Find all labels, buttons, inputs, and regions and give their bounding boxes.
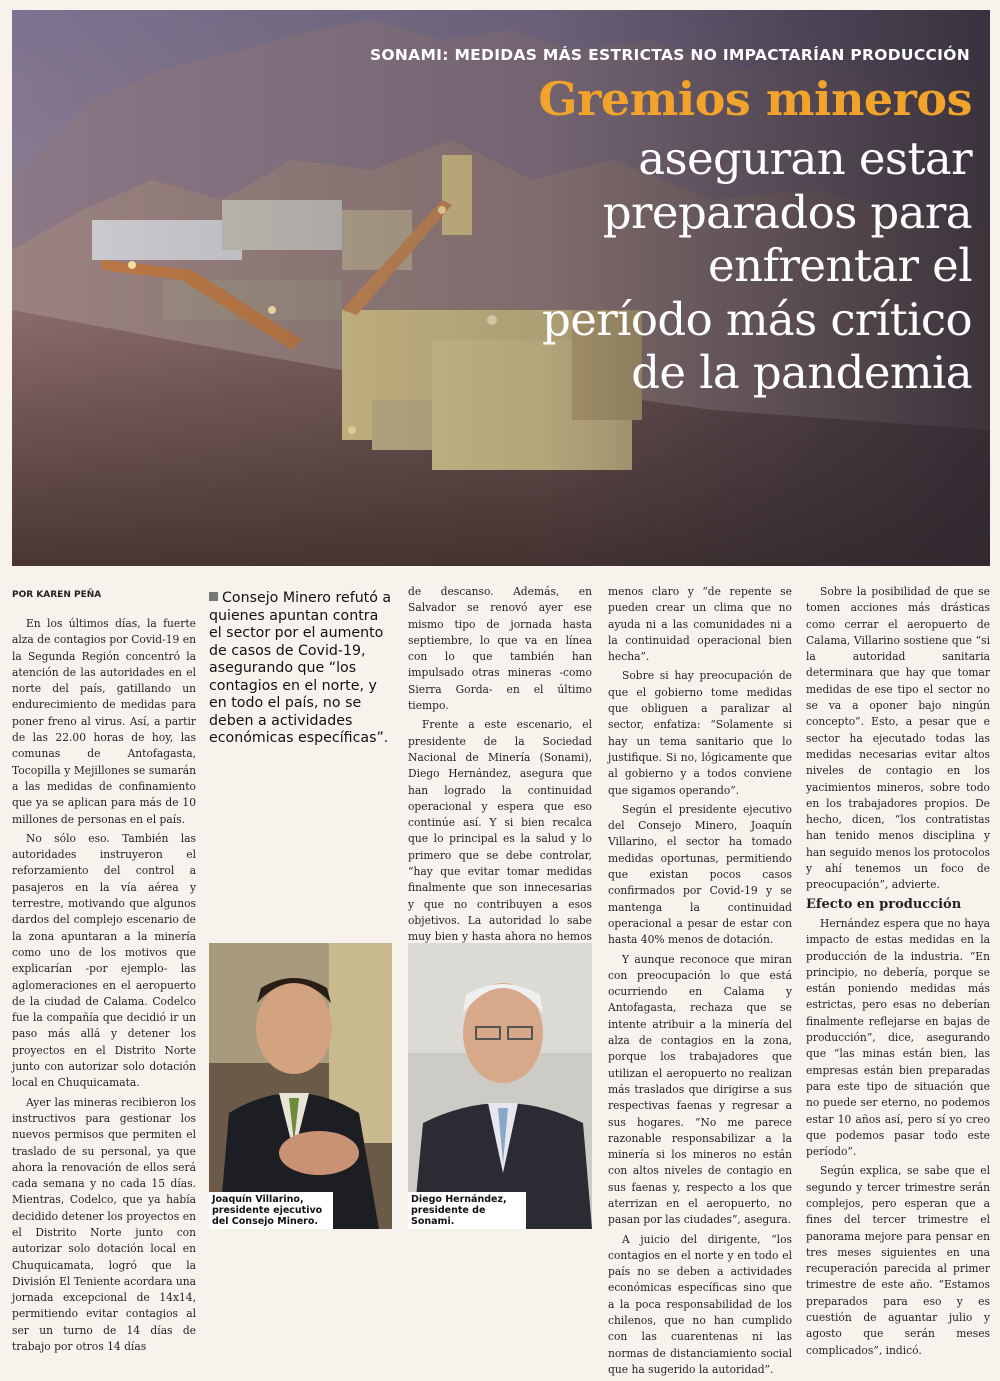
paragraph: menos claro y “de repente se pueden crear un clima que no ayuda ni a las comunidades ni a la continuidad operacional bien hecha”. xyxy=(608,585,792,664)
headline xyxy=(452,132,972,400)
headline-line: preparados para xyxy=(602,185,972,239)
headline-line: período más crítico xyxy=(541,292,972,346)
lead-text: Consejo Minero refutó a quienes apuntan contra el sector por el aumento de casos de Covid-19, asegurando que “los contagios en el norte, y en todo el país, no se deben a actividades económicas específicas”. xyxy=(209,590,392,746)
paragraph: En los últimos días, la fuerte alza de contagios por Covid-19 en la Segunda Región concentró la atención de las autoridades en el norte del país, gatillando un endurecimiento de medidas para poner freno al virus. Así, a partir de las 22.00 horas de hoy, las comunas de Antofagasta, Tocopilla y Mejillones se sumarán a las medidas de confinamiento que ya se aplican para más de 10 millones de personas en el país. xyxy=(12,617,196,826)
paragraph: No sólo eso. También las autoridades instruyeron el reforzamiento del control a pasajeros en la vía aérea y terrestre, motivando que algunos dardos del complejo escenario de la zona apuntaran a la minería como uno de los motivos que explicarían -por ejemplo- las aglomeraciones en el aeropuerto de la ciudad de Calama. Codelco fue la compañía que decidió ir un paso más allá y detener los proyectos en el Distrito Norte junto con autorizar solo dotación local en Chuquicamata. xyxy=(12,831,196,1090)
kicker: SONAMI: MEDIDAS MÁS ESTRICTAS NO IMPACTARÍAN PRODUCCIÓN xyxy=(369,46,970,64)
paragraph: Sobre la posibilidad de que se tomen acciones más drásticas como cerrar el aeropuerto de Calama, Villarino sostiene que “si la autoridad sanitaria determinara que hay que tomar medidas de ese tipo el sector no se va a oponer bajo ningún concepto”. Esto, a pesar que e sector ha ejecutado todas las medidas necesarias evitar altos niveles de contagio en los yacimientos mineros, sobre todo en los trabajadores propios. De hecho, dicen, “los contratistas han tenido menos disciplina y han seguido menos los protocolos y ahí tenemos un foco de preocupación”, advierte. xyxy=(806,585,990,892)
portrait-image xyxy=(209,943,392,1229)
paragraph: de descanso. Además, en Salvador se renovó ayer ese mismo tipo de jornada hasta septiembre, lo que va en línea con lo que también han impulsado otras mineras -como Sierra Gorda- en el último tiempo. xyxy=(408,585,592,713)
section-subhead: Efecto en producción xyxy=(806,896,962,912)
photo-hernandez xyxy=(408,943,592,1229)
paragraph: Frente a este escenario, el presidente de la Sociedad Nacional de Minería (Sonami), Diego Hernández, asegura que han logrado la continuidad operacional y espera que eso continúe así. Y si bien recalca que lo principal es la salud y lo primero que se debe controlar, “hay que evitar tomar medidas finalmente que son innecesarias y que no contribuyen a esos objetivos. La autoridad lo sabe muy bien y hasta ahora no hemos xyxy=(408,718,592,944)
article-column-4 xyxy=(608,584,792,1381)
headline-accent: Gremios mineros xyxy=(538,72,972,126)
photo-villarino xyxy=(209,943,392,1229)
portrait-image xyxy=(408,943,592,1229)
paragraph: Según el presidente ejecutivo del Consejo Minero, Joaquín Villarino, el sector ha tomado medidas oportunas, permitiendo que existan pocos casos confirmados por Covid-19 y se mantenga la continuidad operacional a pesar de estar con hasta 40% menos de dotación. xyxy=(608,802,792,947)
paragraph: Ayer las mineras recibieron los instructivos para gestionar los nuevos permisos que permiten el traslado de su personal, ya que ahora la renovación de ellos será cada semana y no cada 15 días. Mientras, Codelco, que ya había decidido detener los proyectos en el Distrito Norte junto con autorizar solo dotación local en Chuquicamata, logró que la División El Teniente acordara una jornada excepcional de 14x14, permitiendo evitar contagios al ser un turno de 14 días de trabajo por otros 14 días xyxy=(12,1095,196,1354)
headline-line: de la pandemia xyxy=(631,346,972,399)
square-bullet-icon xyxy=(209,592,218,601)
byline: POR KAREN PEÑA xyxy=(12,590,102,600)
paragraph: Y aunque reconoce que miran con preocupación lo que está ocurriendo en Calama y Antofagasta, rechaza que se intente atribuir a la minería del alza de contagios en la zona, porque los trabajadores que utilizan el aeropuerto no realizan más traslados que dirigirse a sus respectivas faenas y regresar a sus hogares. “No me parece razonable responsabilizar a la minería si los mineros no están con altos niveles de contagio en sus faenas y, respecto a los que aterrizan en el aeropuerto, no pasan por las ciudades”, asegura. xyxy=(608,952,792,1227)
paragraph: Según explica, se sabe que el segundo y tercer trimestre serán complejos, pero esperan que a fines del tercer trimestre el panorama mejore para pensar en tres meses siguientes en una recuperación parecida al primer trimestre de este año. “Estamos preparados para eso y es cuestión de aguantar julio y agosto que serán meses complicados”, indicó. xyxy=(806,1164,990,1357)
photo-caption: Diego Hernández, presidente de Sonami. xyxy=(408,1192,526,1229)
article-column-1 xyxy=(12,616,196,1358)
paragraph: Hernández espera que no haya impacto de estas medidas en la producción de la industria. “En principio, no debería, porque se están poniendo medidas más estrictas, pero esas no deberían finalmente reflejarse en bajas de producción”, dice, asegurando que “las minas están bien, las empresas están bien preparadas para este tipo de situación que no puede ser eterno, no podemos estar 10 años así, pero sí yo creo que podemos pasar todo este período”. xyxy=(806,916,990,1159)
paragraph: Sobre si hay preocupación de que el gobierno tome medidas que obliguen a paralizar al sector, enfatiza: “Solamente si hay un tema sanitario que lo justifique. Si no, lógicamente que al gobierno y a todos conviene que sigamos operando”. xyxy=(608,669,792,797)
photo-caption: Joaquín Villarino, presidente ejecutivo del Consejo Minero. xyxy=(209,1192,333,1229)
headline-line: aseguran estar xyxy=(638,132,972,185)
paragraph: A juicio del dirigente, “los contagios en el norte y en todo el país no se deben a actividades económicas específicas sino que a la poca responsabilidad de los chilenos, que no han cumplido con las cuarentenas ni las normas de distanciamiento social que ha sugerido la autoridad”. xyxy=(608,1232,792,1376)
lead-summary xyxy=(209,590,393,748)
article-column-5 xyxy=(806,584,990,1362)
hero-photo xyxy=(12,10,990,566)
headline-line: enfrentar el xyxy=(708,239,972,292)
